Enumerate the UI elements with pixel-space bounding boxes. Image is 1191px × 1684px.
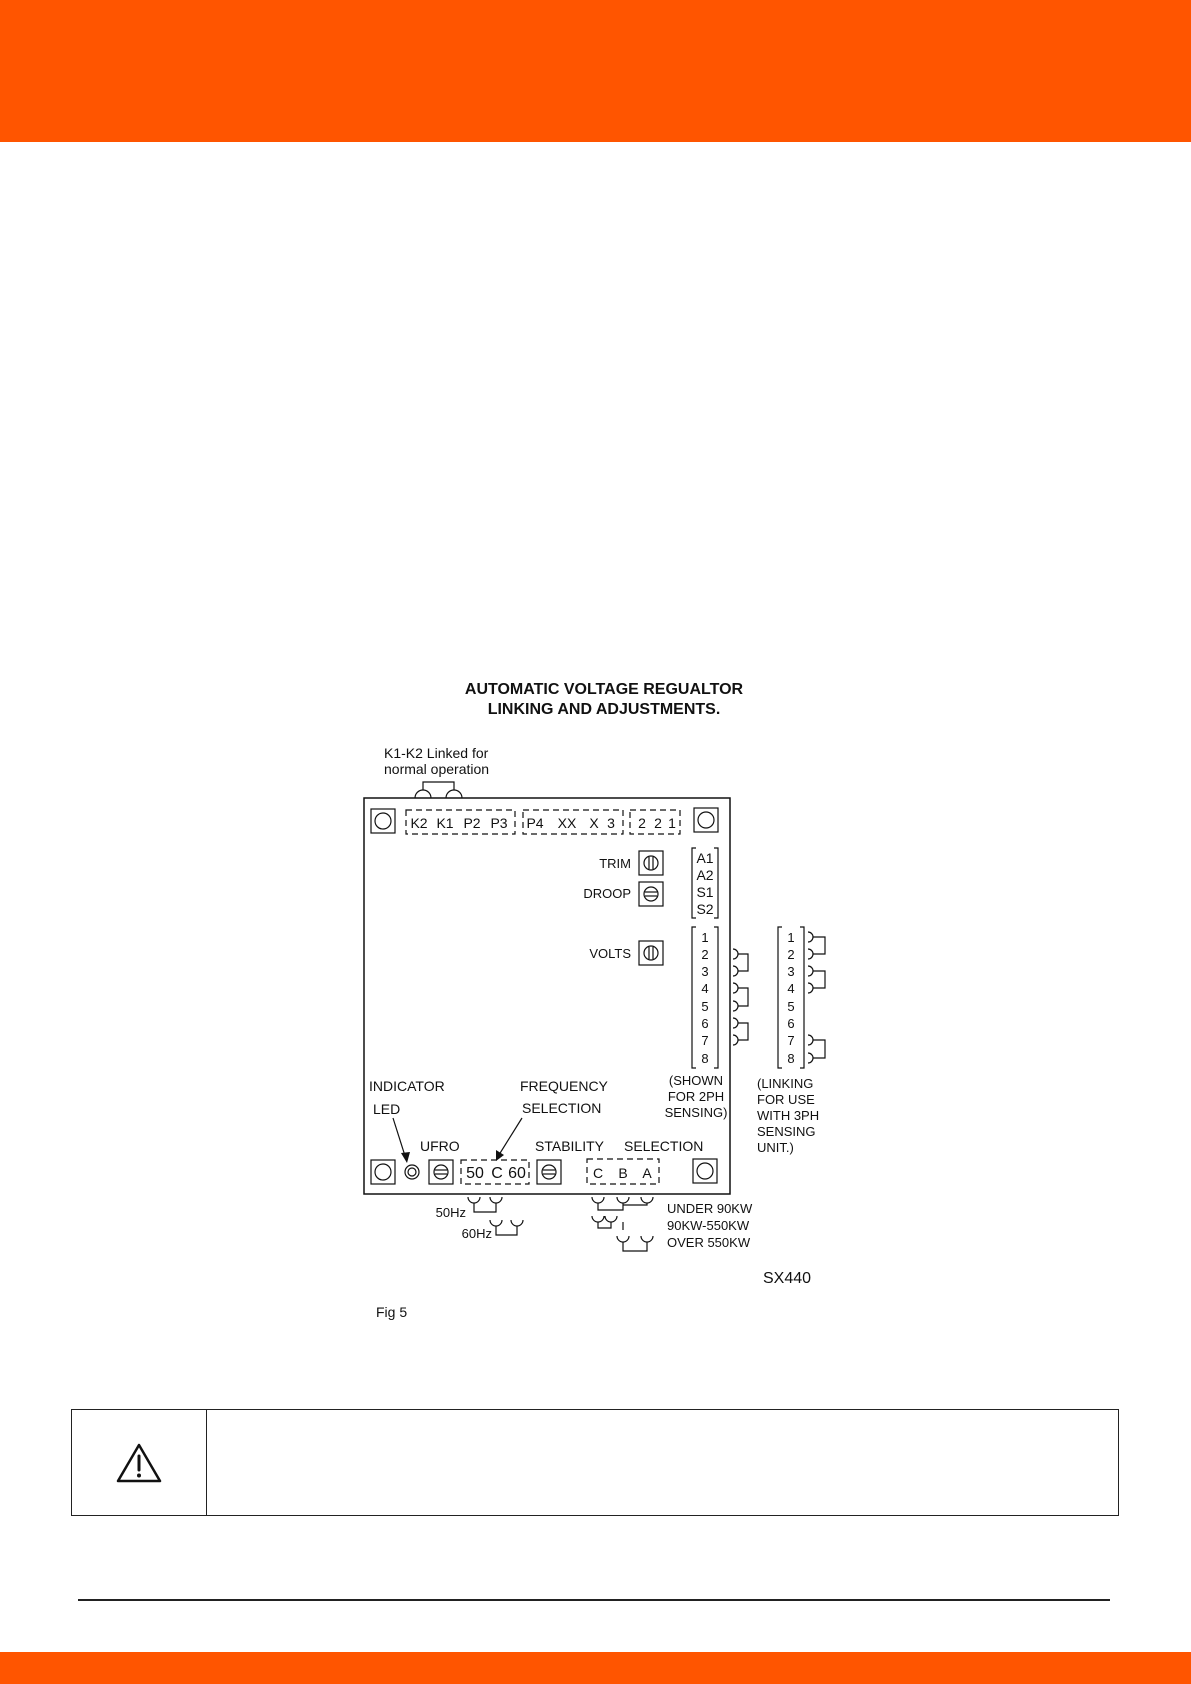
stability-terminal-b: B: [618, 1165, 628, 1181]
kw-over-label: OVER 550KW: [667, 1235, 751, 1250]
shown-note-line1: (SHOWN: [668, 1073, 724, 1088]
diagram-title-line2: LINKING AND ADJUSTMENTS.: [487, 701, 721, 718]
k1-k2-link: [415, 782, 462, 798]
terminal-p2: P2: [463, 815, 481, 831]
terminal-a1: A1: [696, 850, 714, 866]
linking-terminal-1: 1: [787, 930, 795, 945]
stability-terminal-a: A: [642, 1165, 652, 1181]
terminal-1: 1: [668, 815, 676, 831]
linking-terminal-3: 3: [787, 964, 795, 979]
terminal-x: X: [589, 815, 599, 831]
linking-terminal-2: 2: [787, 947, 795, 962]
terminal-k1: K1: [436, 815, 454, 831]
frequency-arrow: [497, 1118, 522, 1158]
kw-under-label: UNDER 90KW: [667, 1201, 753, 1216]
stability-potentiometer-icon: [537, 1160, 561, 1184]
terminal-s1: S1: [696, 884, 714, 900]
frequency-terminal-c: C: [491, 1165, 503, 1182]
terminal-3: 3: [607, 815, 615, 831]
model-label: SX440: [763, 1270, 812, 1287]
caution-box: [71, 1409, 1119, 1516]
frequency-terminal-60: 60: [508, 1165, 526, 1182]
led-arrow-head: [401, 1152, 410, 1163]
stability-selection-label: SELECTION: [624, 1138, 704, 1154]
indicator-label: INDICATOR: [369, 1078, 445, 1094]
footer-rule: [78, 1599, 1110, 1601]
linking-note-line5: UNIT.): [757, 1140, 794, 1155]
warning-triangle-icon: [116, 1442, 162, 1484]
caution-text-cell: [207, 1410, 1118, 1515]
sensing-terminal-5: 5: [701, 999, 709, 1014]
volts-label: VOLTS: [589, 946, 631, 961]
sensing-terminal-4: 4: [701, 981, 709, 996]
linking-note-line4: SENSING: [757, 1124, 816, 1139]
avr-board: [364, 798, 730, 1194]
mounting-hole-top-right-circle: [698, 812, 714, 828]
k-link-note-line1: K1-K2 Linked for: [384, 745, 489, 761]
hz50-label: 50Hz: [435, 1205, 466, 1220]
linking-terminal-6: 6: [787, 1016, 795, 1031]
sensing-terminal-8: 8: [701, 1051, 709, 1066]
led-indicator-icon: [405, 1165, 419, 1179]
shown-note-line2: FOR 2PH: [667, 1089, 725, 1104]
linking-terminal-4: 4: [787, 981, 795, 996]
links-2ph-sensing: [733, 949, 748, 1045]
droop-potentiometer-icon: [639, 882, 663, 906]
frequency-arrow-head: [496, 1150, 504, 1161]
stability-terminal-c: C: [592, 1165, 604, 1181]
hz60-label: 60Hz: [461, 1226, 492, 1241]
volts-potentiometer-icon: [639, 941, 663, 965]
sensing-terminal-2: 2: [701, 947, 709, 962]
mounting-hole-bottom-left-circle: [375, 1164, 391, 1180]
caution-icon-cell: [72, 1410, 207, 1515]
shown-note-line3: SENSING): [664, 1105, 728, 1120]
frequency-selection-label: SELECTION: [522, 1100, 602, 1116]
linking-terminal-5: 5: [787, 999, 795, 1014]
diagram-title-line1: AUTOMATIC VOLTAGE REGUALTOR: [464, 681, 744, 698]
linking-note-line2: FOR USE: [757, 1092, 815, 1107]
terminal-p4: P4: [526, 815, 544, 831]
trim-potentiometer-icon: [639, 851, 663, 875]
ufro-potentiometer-icon: [429, 1160, 453, 1184]
links-3ph-sensing: [808, 932, 825, 1063]
frequency-terminal-50: 50: [466, 1165, 484, 1182]
k-link-note-line2: normal operation: [384, 761, 490, 777]
footer-band: [0, 1652, 1191, 1684]
figure-label: Fig 5: [376, 1304, 408, 1320]
led-label: LED: [373, 1101, 401, 1117]
terminal-k2: K2: [410, 815, 428, 831]
terminal-2b: 2: [654, 815, 662, 831]
terminal-p3: P3: [490, 815, 508, 831]
terminal-s2: S2: [696, 901, 714, 917]
sensing-terminal-6: 6: [701, 1016, 709, 1031]
stability-links: [592, 1197, 653, 1251]
terminal-2a: 2: [638, 815, 646, 831]
linking-terminal-7: 7: [787, 1033, 795, 1048]
mounting-hole-top-left-circle: [375, 813, 391, 829]
ufro-label: UFRO: [420, 1138, 460, 1154]
linking-terminal-8: 8: [787, 1051, 795, 1066]
trim-label: TRIM: [599, 856, 631, 871]
sensing-terminal-7: 7: [701, 1033, 709, 1048]
linking-note-line3: WITH 3PH: [757, 1108, 820, 1123]
terminal-xx: XX: [557, 815, 577, 831]
stability-label: STABILITY: [535, 1138, 604, 1154]
kw-mid-label: 90KW-550KW: [667, 1218, 750, 1233]
sensing-terminal-1: 1: [701, 930, 709, 945]
mounting-hole-bottom-right-circle: [697, 1163, 713, 1179]
droop-label: DROOP: [583, 886, 631, 901]
terminal-a2: A2: [696, 867, 714, 883]
frequency-label: FREQUENCY: [520, 1078, 608, 1094]
linking-note-line1: (LINKING: [757, 1076, 814, 1091]
sensing-terminal-3: 3: [701, 964, 709, 979]
